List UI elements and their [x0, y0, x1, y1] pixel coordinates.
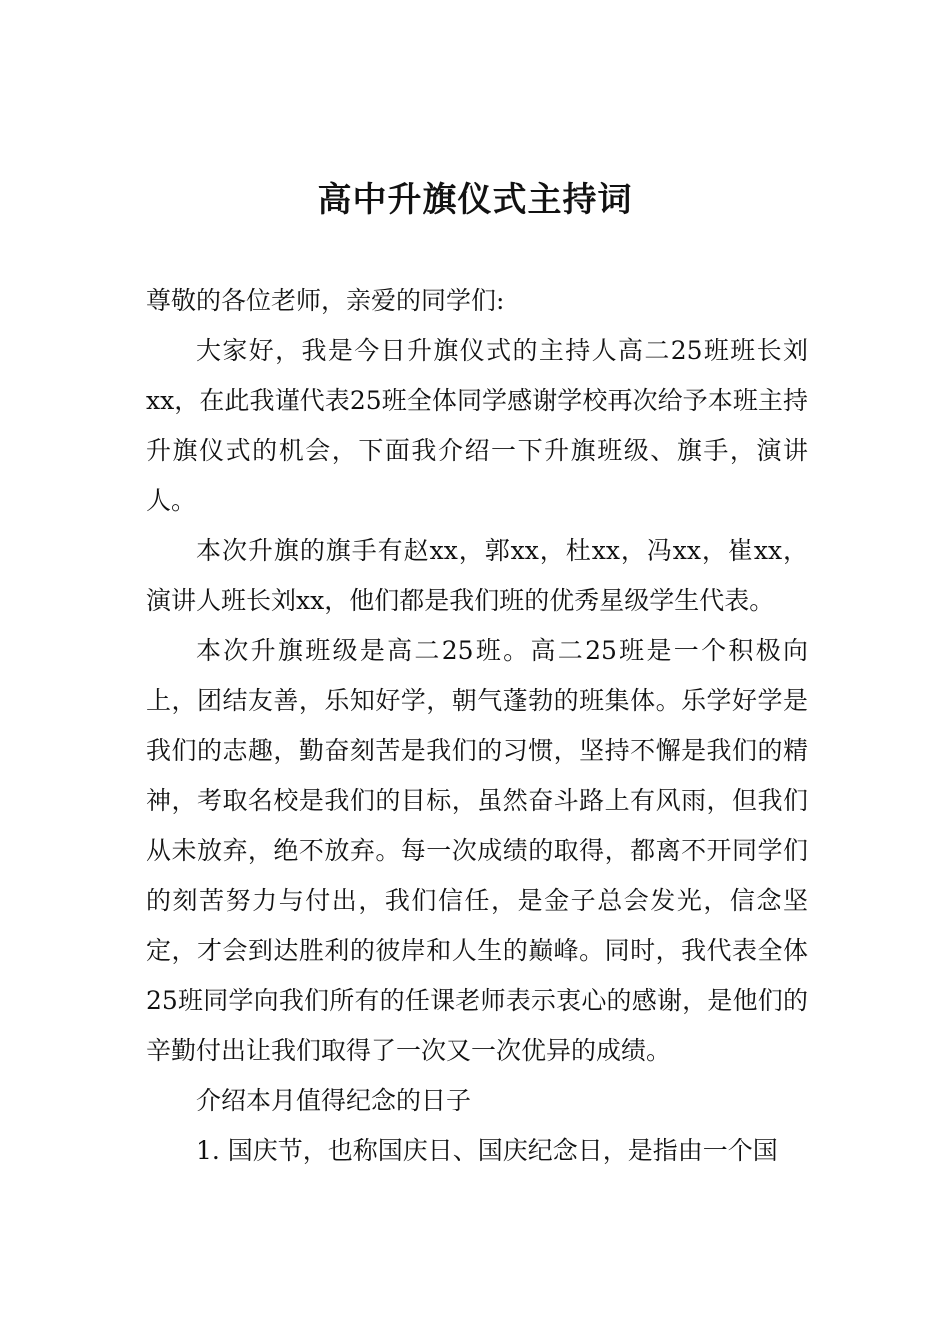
memorial-days-heading: 介绍本月值得纪念的日子	[196, 1086, 472, 1115]
document-title: 高中升旗仪式主持词	[317, 180, 633, 220]
national-day-paragraph: 1. 国庆节，也称国庆日、国庆纪念日，是指由一个国	[196, 1136, 778, 1165]
greeting-paragraph: 尊敬的各位老师，亲爱的同学们:	[146, 286, 505, 315]
intro-paragraph: 大家好，我是今日升旗仪式的主持人高二25班班长刘xx，在此我谨代表25班全体同学感谢学校再次给予本班主持升旗仪式的机会，下面我介绍一下升旗班级、旗手，演讲人。	[146, 336, 808, 515]
class-description-paragraph: 本次升旗班级是高二25班。高二25班是一个积极向上，团结友善，乐知好学，朝气蓬勃的班集体。乐学好学是我们的志趣，勤奋刻苦是我们的习惯，坚持不懈是我们的精神，考取名校是我们的目标，虽然奋斗路上有风雨，但我们从未放弃，绝不放弃。每一次成绩的取得，都离不开同学们的刻苦努力与付出，我们信任，是金子总会发光，信念坚定，才会到达胜利的彼岸和人生的巅峰。同时，我代表全体25班同学向我们所有的任课老师表示衷心的感谢，是他们的辛勤付出让我们取得了一次又一次优异的成绩。	[146, 636, 808, 1065]
flag-bearers-paragraph: 本次升旗的旗手有赵xx，郭xx，杜xx，冯xx，崔xx，演讲人班长刘xx，他们都是我们班的优秀星级学生代表。	[146, 536, 808, 615]
document-body	[146, 276, 808, 1176]
